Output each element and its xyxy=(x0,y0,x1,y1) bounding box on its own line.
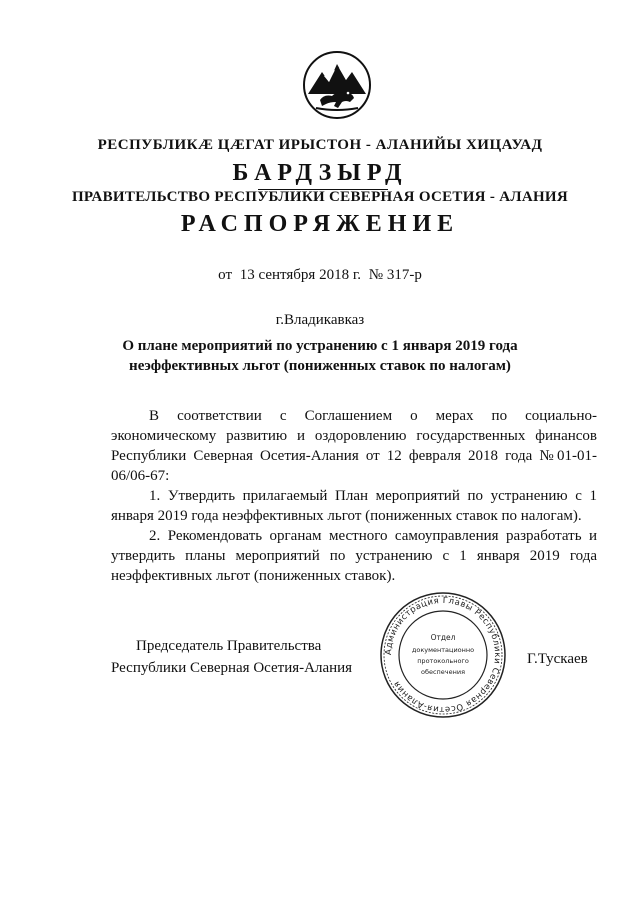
coat-of-arms-emblem xyxy=(302,50,372,120)
position-line-1: Председатель Правительства xyxy=(136,638,322,654)
signatory-name: Г.Тускаев xyxy=(527,651,588,667)
svg-text:Администрация Главы Республики xyxy=(384,596,502,714)
document-body xyxy=(111,406,597,586)
from-label: от xyxy=(218,267,232,283)
subject-line-2: неэффективных льгот (пониженных ставок по налогам) xyxy=(129,358,511,374)
stamp-ring-text: Администрация Главы Республики Северная Осетия-Алания xyxy=(383,595,503,715)
official-stamp xyxy=(377,590,509,720)
stamp-center-line-3: протокольного xyxy=(417,657,469,665)
header-ossetian-order: БАРДЗЫРД xyxy=(232,160,408,186)
stamp-center-line-2: документационно xyxy=(411,646,475,654)
document-type-title: РАСПОРЯЖЕНИЕ xyxy=(180,211,460,237)
item-2-paragraph: 2. Рекомендовать органам местного самоуправления разработать и утвердить планы мероприятий по устранению с 1 января 2019 года неэффективных льгот (пониженных ставок). xyxy=(111,528,597,584)
document-date: 13 сентября 2018 г. xyxy=(239,267,362,283)
signatory-position xyxy=(111,635,352,679)
header-russian-government: ПРАВИТЕЛЬСТВО РЕСПУБЛИКИ СЕВЕРНАЯ ОСЕТИЯ - АЛАНИЯ xyxy=(71,189,569,205)
stamp-center-line-4: обеспечения xyxy=(420,668,466,676)
header-ossetian-government: РЕСПУБЛИКӔ ЦӔГАТ ИРЫСТОН - АЛАНИЙЫ ХИЦАУАД xyxy=(97,137,543,153)
stamp-center-line-1: Отдел xyxy=(430,633,456,642)
date-number-line xyxy=(0,267,640,284)
document-subject xyxy=(95,336,545,376)
item-1-paragraph: 1. Утвердить прилагаемый План мероприятий по устранению с 1 января 2019 года неэффективных льгот (пониженных ставок по налогам). xyxy=(111,488,597,524)
subject-line-1: О плане мероприятий по устранению с 1 января 2019 года xyxy=(122,338,518,354)
document-number: № 317-р xyxy=(368,267,422,283)
position-line-2: Республики Северная Осетия-Алания xyxy=(111,660,353,676)
preamble-paragraph: В соответствии с Соглашением о мерах по социально-экономическому развитию и оздоровлению государственных финансов Республики Северная Осетия-Алания от 12 февраля 2018 года №01-01-06/06-67: xyxy=(111,408,597,484)
city: г.Владикавказ xyxy=(275,312,365,328)
